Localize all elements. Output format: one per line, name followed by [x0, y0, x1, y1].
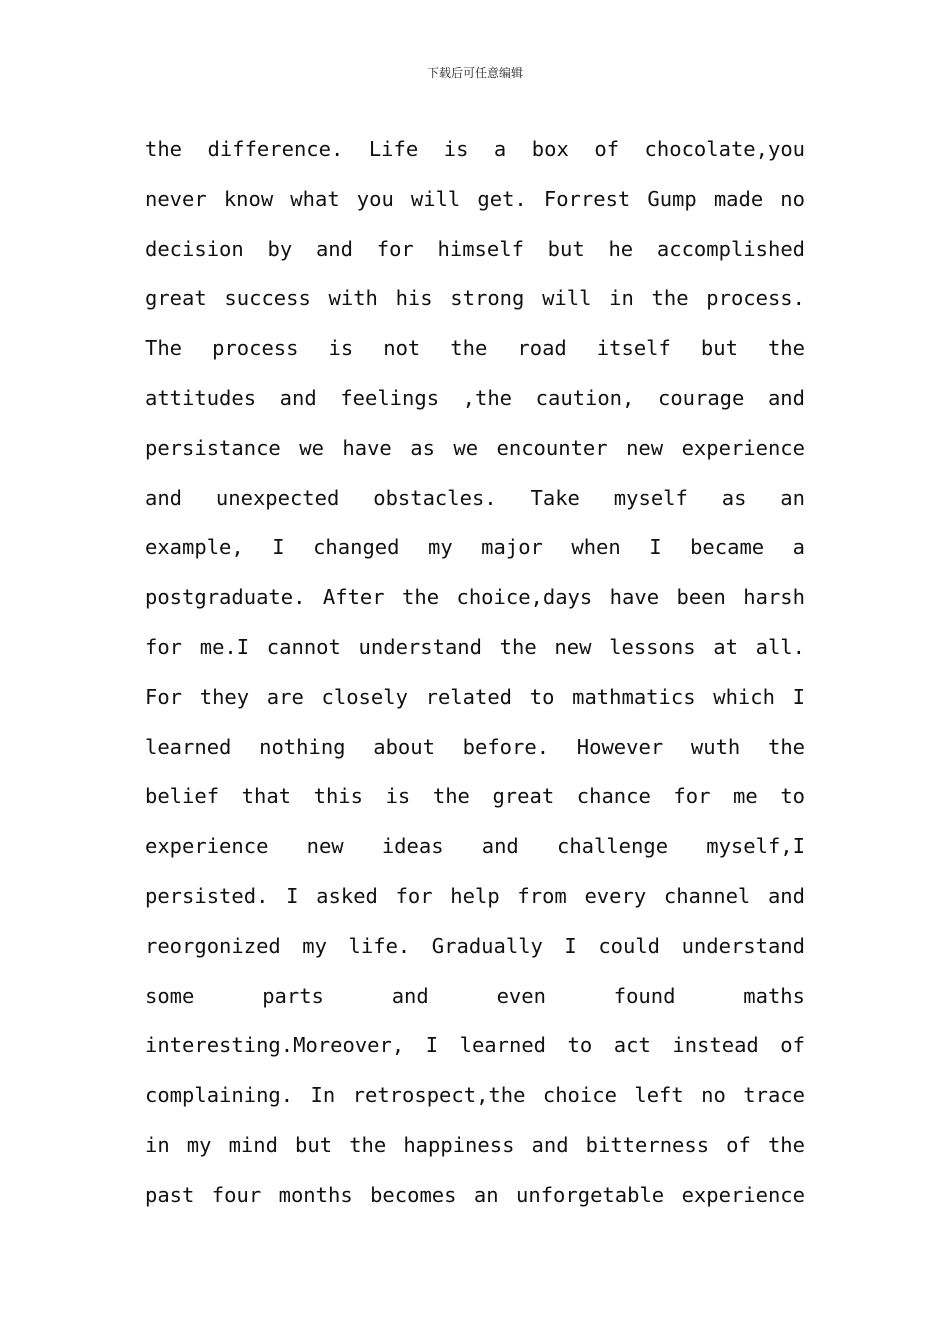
- text-line: and unexpected obstacles. Take myself as an: [145, 485, 805, 510]
- text-line: in my mind but the happiness and bitterness of the: [145, 1132, 805, 1157]
- text-line: belief that this is the great chance for me to: [145, 784, 805, 809]
- page-header: 下载后可任意编辑: [426, 66, 523, 80]
- text-line: example, I changed my major when I became a: [145, 535, 805, 560]
- text-line: the difference. Life is a box of chocolate,you: [145, 137, 805, 161]
- text-line: learned nothing about before. However wuth the: [145, 734, 805, 759]
- text-line: decision by and for himself but he accomplished: [145, 236, 805, 261]
- text-line: for me.I cannot understand the new lessons at all.: [145, 634, 805, 659]
- text-line: complaining. In retrospect,the choice left no trace: [145, 1083, 805, 1108]
- text-line: persisted. I asked for help from every channel and: [145, 883, 805, 908]
- text-line: persistance we have as we encounter new experience: [145, 435, 805, 460]
- text-line: The process is not the road itself but the: [145, 336, 805, 361]
- text-line: interesting.Moreover, I learned to act instead of: [145, 1033, 805, 1058]
- text-line: past four months becomes an unforgetable experience: [145, 1182, 805, 1207]
- text-line: some parts and even found maths: [145, 983, 805, 1008]
- text-line: postgraduate. After the choice,days have been harsh: [145, 585, 805, 610]
- text-line: reorgonized my life. Gradually I could understand: [145, 933, 805, 958]
- text-line: great success with his strong will in the process.: [145, 286, 805, 311]
- text-line: never know what you will get. Forrest Gump made no: [145, 186, 805, 211]
- body-paragraph: [145, 125, 805, 1221]
- text-line: For they are closely related to mathmatics which I: [145, 684, 805, 709]
- text-line: attitudes and feelings ,the caution, courage and: [145, 385, 805, 410]
- text-line: experience new ideas and challenge myself,I: [145, 834, 805, 859]
